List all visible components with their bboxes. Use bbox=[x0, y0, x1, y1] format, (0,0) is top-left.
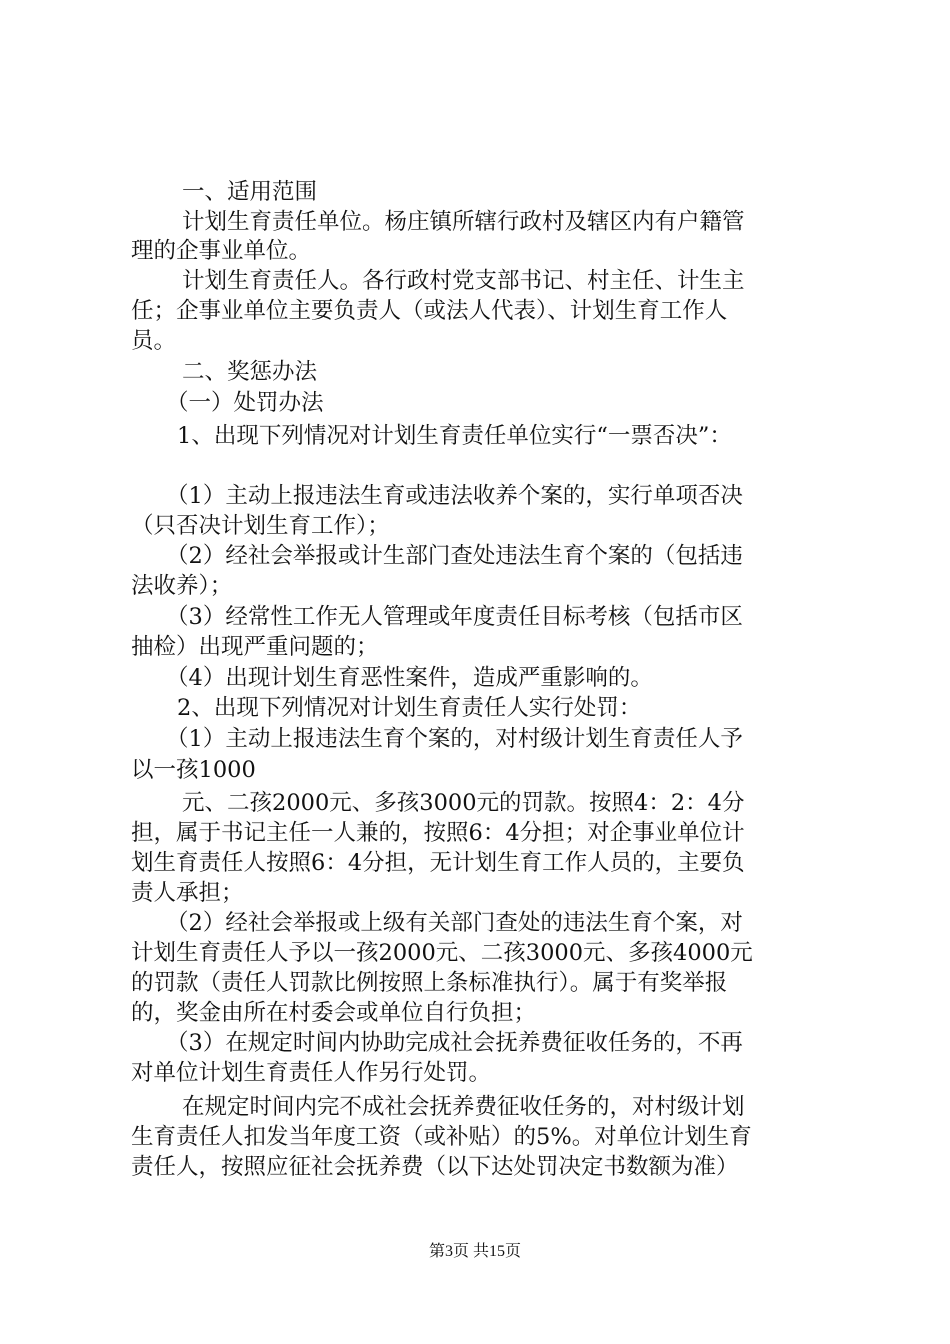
list-item-line: （2）经社会举报或计生部门查处违法生育个案的（包括违 bbox=[166, 543, 743, 569]
subsection-heading: （一）处罚办法 bbox=[166, 390, 324, 416]
list-item-line: 以一孩1000 bbox=[131, 757, 256, 783]
list-item-line: （1）主动上报违法生育个案的，对村级计划生育责任人予 bbox=[166, 726, 743, 752]
list-item-line: 的罚款（责任人罚款比例按照上条标准执行）。属于有奖举报 bbox=[131, 970, 728, 996]
paragraph-line: 在规定时间内完不成社会抚养费征收任务的，对村级计划 bbox=[182, 1094, 745, 1120]
list-item-line: 法收养）； bbox=[131, 573, 233, 599]
section-heading: 一、适用范围 bbox=[182, 179, 318, 205]
list-item-line: （只否决计划生育工作）； bbox=[131, 513, 390, 539]
page-total: 共15页 bbox=[473, 1243, 522, 1260]
list-item-line: （1）主动上报违法生育或违法收养个案的，实行单项否决 bbox=[166, 483, 743, 509]
paragraph-line: 理的企事业单位。 bbox=[131, 238, 312, 264]
paragraph-line: 1、出现下列情况对计划生育责任单位实行“一票否决”： bbox=[177, 423, 732, 449]
paragraph-line: 员。 bbox=[131, 328, 177, 354]
list-item-line: （4）出现计划生育恶性案件，造成严重影响的。 bbox=[166, 665, 653, 691]
paragraph-line: 元、二孩2000元、多孩3000元的罚款。按照4：2：4分 bbox=[182, 790, 745, 816]
list-item-line: （2）经社会举报或上级有关部门查处的违法生育个案，对 bbox=[166, 910, 743, 936]
paragraph-line: 2、出现下列情况对计划生育责任人实行处罚： bbox=[177, 695, 642, 721]
paragraph-line: 责人承担； bbox=[131, 880, 244, 906]
section-heading: 二、奖惩办法 bbox=[182, 359, 318, 385]
paragraph-line: 任；企事业单位主要负责人（或法人代表）、计划生育工作人 bbox=[131, 298, 728, 324]
page-footer bbox=[0, 1241, 950, 1263]
paragraph-line: 生育责任人扣发当年度工资（或补贴）的5%。对单位计划生育 bbox=[131, 1124, 752, 1150]
paragraph-line: 划生育责任人按照6：4分担，无计划生育工作人员的，主要负 bbox=[131, 850, 745, 876]
list-item-line: （3）在规定时间内协助完成社会抚养费征收任务的，不再 bbox=[166, 1030, 743, 1056]
list-item-line: 抽检）出现严重问题的； bbox=[131, 634, 379, 660]
page-number: 第3页 bbox=[428, 1243, 469, 1260]
list-item-line: 对单位计划生育责任人作另行处罚。 bbox=[131, 1060, 492, 1086]
paragraph-line: 计划生育责任人。各行政村党支部书记、村主任、计生主 bbox=[182, 268, 745, 294]
paragraph-line: 责任人，按照应征社会抚养费（以下达处罚决定书数额为准） bbox=[131, 1154, 739, 1180]
list-item-line: 的，奖金由所在村委会或单位自行负担； bbox=[131, 1000, 537, 1026]
paragraph-line: 担，属于书记主任一人兼的，按照6：4分担；对企事业单位计 bbox=[131, 820, 745, 846]
list-item-line: （3）经常性工作无人管理或年度责任目标考核（包括市区 bbox=[166, 604, 743, 630]
paragraph-line: 计划生育责任单位。杨庄镇所辖行政村及辖区内有户籍管 bbox=[182, 209, 745, 235]
list-item-line: 计划生育责任人予以一孩2000元、二孩3000元、多孩4000元 bbox=[131, 940, 753, 966]
